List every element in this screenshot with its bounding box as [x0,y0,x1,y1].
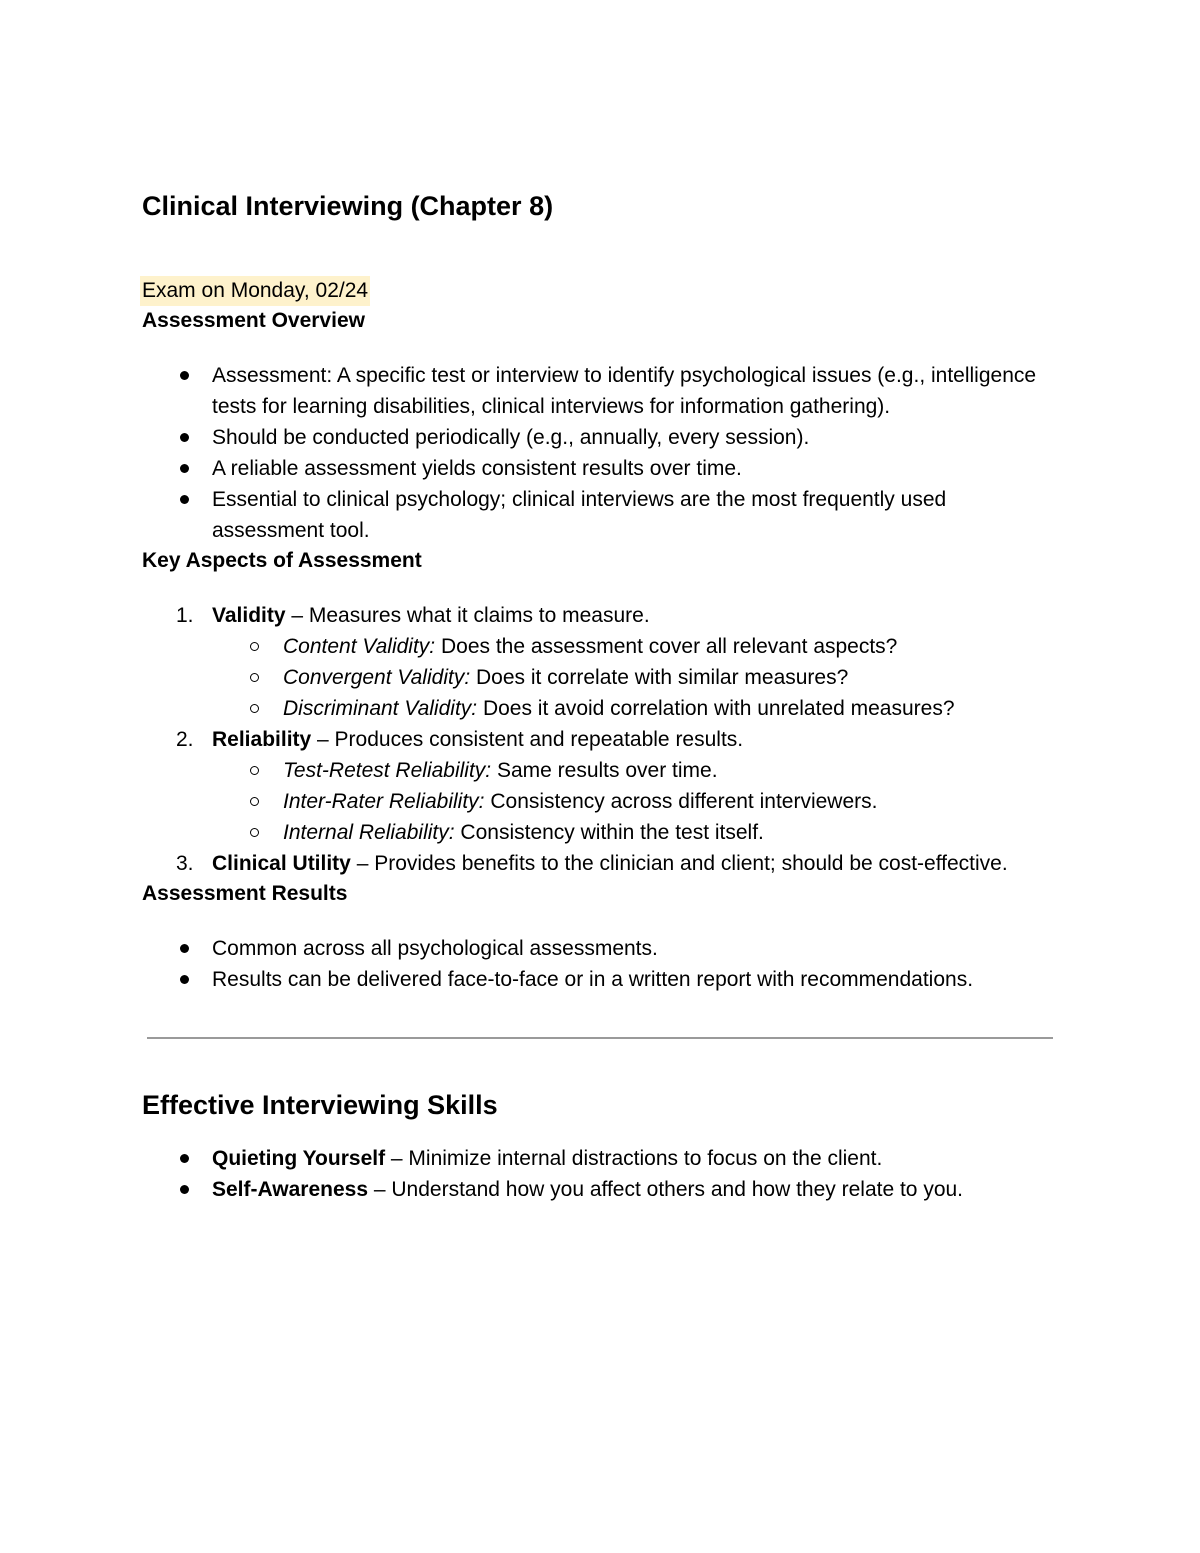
bullet-icon [180,1154,189,1163]
sublist-item: Inter-Rater Reliability: Consistency across different interviewers. [212,786,1062,817]
bullet-icon [180,975,189,984]
sublist [212,631,1062,724]
list-item: 3. Clinical Utility – Provides benefits to the clinician and client; should be cost-effective. [142,848,1062,879]
list-item: 2. Reliability – Produces consistent and repeatable results. Test-Retest Reliability: Same results over time. Inter-Rater Reliability: Consistency across different interviewers. Internal Reliability: Consistency within the test itself. [142,724,1062,848]
list-number: 3. [176,852,194,875]
circle-bullet-icon [250,828,259,837]
skills-list [142,1143,1062,1205]
list-item: Essential to clinical psychology; clinical interviews are the most frequently used assessment tool. [142,484,1062,546]
list-item: Assessment: A specific test or interview to identify psychological issues (e.g., intelligence tests for learning disabilities, clinical interviews for information gathering). [142,360,1062,422]
exam-note-highlight: Exam on Monday, 02/24 [140,276,370,306]
list-item: Common across all psychological assessments. [142,933,1062,964]
section-heading-key-aspects: Key Aspects of Assessment [142,549,422,572]
sublist-item: Content Validity: Does the assessment cover all relevant aspects? [212,631,1062,662]
list-item: Should be conducted periodically (e.g., annually, every session). [142,422,1062,453]
circle-bullet-icon [250,704,259,713]
overview-list [142,360,1062,546]
list-item: 1. Validity – Measures what it claims to measure. Content Validity: Does the assessment cover all relevant aspects? Convergent Validity: Does it correlate with similar measures? Discriminant Validity: Does it avoid correlation with unrelated measures? [142,600,1062,724]
sublist-item: Internal Reliability: Consistency within the test itself. [212,817,1062,848]
list-item: A reliable assessment yields consistent results over time. [142,453,1062,484]
document-page [142,188,1062,1205]
circle-bullet-icon [250,766,259,775]
key-aspects-list [142,600,1062,879]
sublist-item: Discriminant Validity: Does it avoid correlation with unrelated measures? [212,693,1062,724]
list-number: 1. [176,604,194,627]
term: Reliability [212,728,312,751]
term: Clinical Utility [212,852,351,875]
bullet-icon [180,371,189,380]
bullet-icon [180,944,189,953]
horizontal-divider [147,1037,1053,1039]
list-number: 2. [176,728,194,751]
list-item: Self-Awareness – Understand how you affect others and how they relate to you. [142,1174,1062,1205]
results-list [142,933,1062,995]
circle-bullet-icon [250,642,259,651]
list-item: Results can be delivered face-to-face or in a written report with recommendations. [142,964,1062,995]
circle-bullet-icon [250,673,259,682]
sublist-item: Convergent Validity: Does it correlate with similar measures? [212,662,1062,693]
list-item: Quieting Yourself – Minimize internal distractions to focus on the client. [142,1143,1062,1174]
sublist [212,755,1062,848]
section-heading-results: Assessment Results [142,882,348,905]
section-heading-overview: Assessment Overview [142,309,365,332]
bullet-icon [180,1185,189,1194]
term: Validity [212,604,286,627]
page-title: Clinical Interviewing (Chapter 8) [142,191,554,221]
circle-bullet-icon [250,797,259,806]
bullet-icon [180,495,189,504]
bullet-icon [180,464,189,473]
sublist-item: Test-Retest Reliability: Same results over time. [212,755,1062,786]
bullet-icon [180,433,189,442]
section-heading-skills: Effective Interviewing Skills [142,1090,498,1120]
